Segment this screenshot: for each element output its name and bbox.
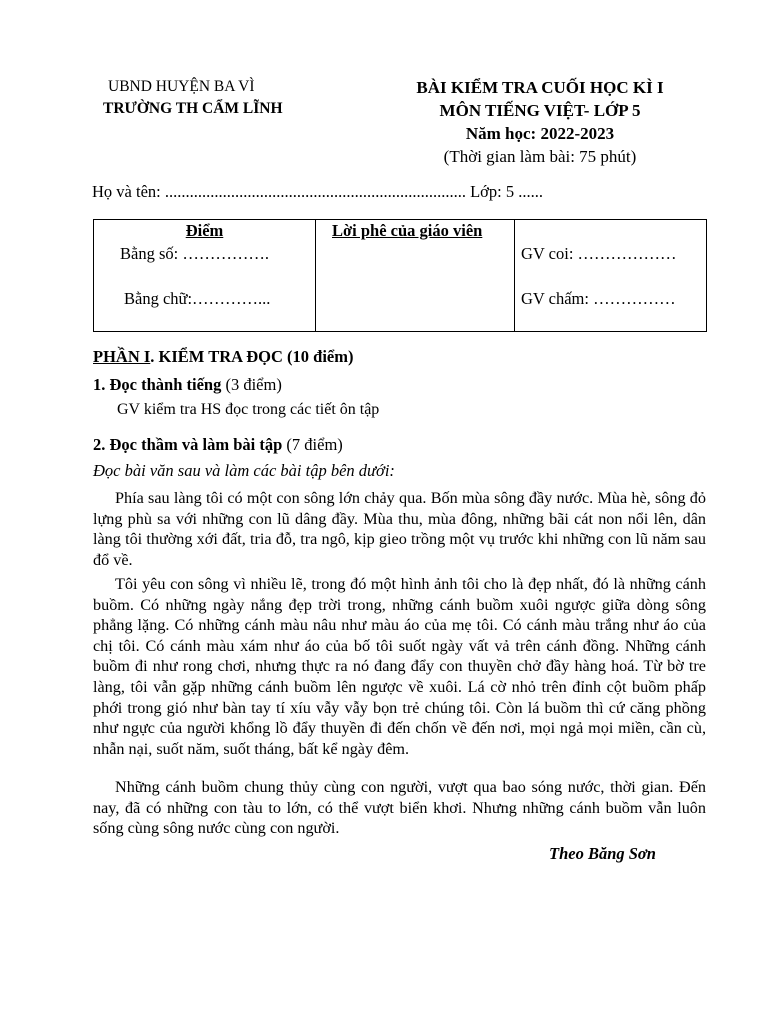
item2-points: (7 điểm) bbox=[282, 435, 343, 454]
score-header: Điểm bbox=[185, 221, 224, 240]
score-cell bbox=[94, 220, 316, 332]
item1-title: 1. Đọc thành tiếng bbox=[93, 375, 222, 394]
passage-author: Theo Băng Sơn bbox=[549, 844, 656, 863]
teacher-comment-header: Lời phê của giáo viên bbox=[332, 221, 483, 240]
item1-heading bbox=[93, 375, 282, 395]
item1-points: (3 điểm) bbox=[221, 375, 282, 394]
item1-text: GV kiểm tra HS đọc trong các tiết ôn tập bbox=[117, 401, 380, 418]
examiner-cell bbox=[515, 220, 707, 332]
item2-title: 2. Đọc thầm và làm bài tập bbox=[93, 435, 283, 454]
item2-heading bbox=[93, 435, 343, 455]
score-in-words: Bằng chữ:…………... bbox=[124, 289, 271, 308]
passage-paragraph: Tôi yêu con sông vì nhiều lẽ, trong đó một hình ảnh tôi cho là đẹp nhất, đó là những cánh buồm. Có những ngày nắng đẹp trời trong, những cánh buồm xuôi ngược giữa dòng sông phẳng lặng. Có những cánh màu nâu như màu áo của mẹ tôi. Có cánh màu trắng như áo của chị tôi. Có cánh màu xám như áo của bố tôi suốt ngày vất vả trên cánh đồng. Những cánh buồm đi như rong chơi, nhưng thực ra nó đang đẩy con thuyền chở đầy hàng hoá. Từ bờ tre làng, tôi vẫn gặp những cánh buồm lên ngược về xuôi. Lá cờ nhỏ trên đỉnh cột buồm phấp phới trong gió như bàn tay tí xíu vẫy vẫy bọn trẻ chúng tôi. Còn lá buồm thì cứ căng phồng như ngực của người khổng lồ đẩy thuyền đi đến chốn về đến nơi, mọi ngả mọi miền, cần cù, nhẫn nại, suốt năm, suốt tháng, bất kể ngày đêm. bbox=[93, 575, 706, 758]
part1-title bbox=[93, 347, 354, 367]
passage-paragraph: Những cánh buồm chung thủy cùng con người, vượt qua bao sóng nước, thời gian. Đến nay, đã có những con tàu to lớn, có thể vượt biển khơi. Nhưng những cánh buồm vẫn luôn sống cùng sông nước cùng con người. bbox=[93, 778, 706, 838]
reading-instruction: Đọc bài văn sau và làm các bài tập bên dưới: bbox=[93, 461, 395, 480]
exam-duration: (Thời gian làm bài: 75 phút) bbox=[443, 147, 637, 166]
district-name: UBND HUYỆN BA VÌ bbox=[108, 78, 255, 95]
passage-paragraph: Phía sau làng tôi có một con sông lớn chảy qua. Bốn mùa sông đầy nước. Mùa hè, sông đỏ lựng phù sa với những con lũ dâng đầy. Mùa thu, mùa đông, những bãi cát non nổi lên, dân làng tôi thường xới đất, tria đỗ, tra ngô, kịp gieo trồng một vụ trước khi những con lũ năm sau đổ về. bbox=[93, 489, 706, 569]
part1-label: PHẦN I bbox=[93, 347, 151, 366]
score-in-number: Bằng số: ……………. bbox=[120, 244, 269, 263]
school-year: Năm học: 2022-2023 bbox=[465, 124, 615, 143]
student-info-line: Họ và tên: ......................................................................... Lớp: 5 ...... bbox=[92, 182, 543, 201]
part1-heading: . KIỂM TRA ĐỌC (10 điểm) bbox=[150, 347, 354, 366]
school-name: TRƯỜNG TH CẨM LĨNH bbox=[103, 100, 283, 117]
proctor-line: GV coi: ……………… bbox=[521, 244, 677, 263]
score-table bbox=[93, 219, 707, 332]
subject-title: MÔN TIẾNG VIỆT- LỚP 5 bbox=[439, 101, 641, 120]
comment-cell bbox=[316, 220, 515, 332]
exam-title: BÀI KIỂM TRA CUỐI HỌC KÌ I bbox=[416, 78, 664, 97]
grader-line: GV chấm: …………… bbox=[521, 289, 676, 308]
